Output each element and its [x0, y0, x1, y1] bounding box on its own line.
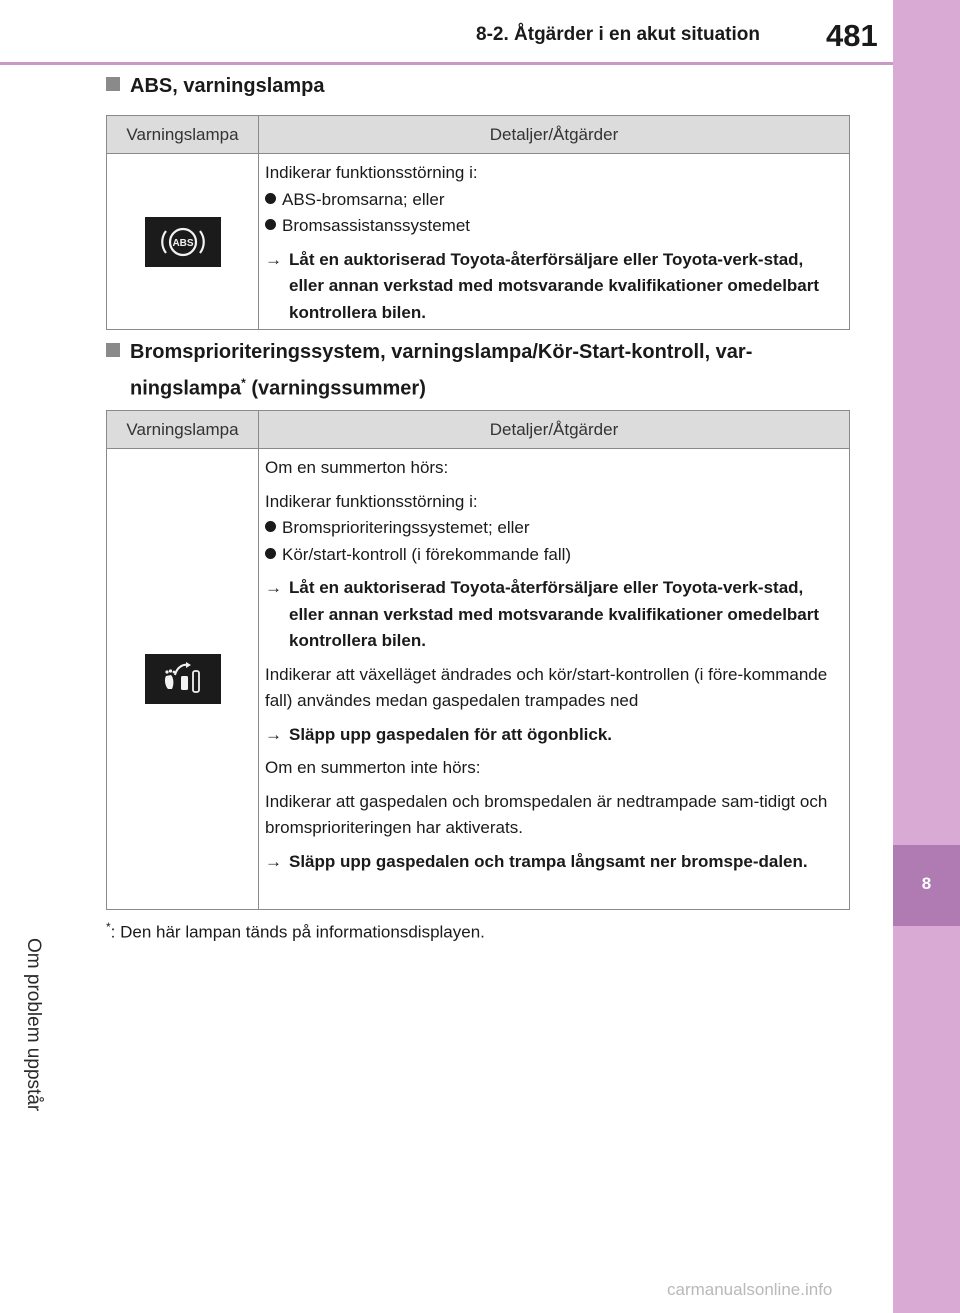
- action-instruction: → Släpp upp gaspedalen och trampa långsamt ner bromspe-dalen.: [265, 849, 841, 876]
- arrow-right-icon: →: [265, 249, 282, 269]
- chapter-number-box: [893, 845, 960, 926]
- footnote-marker: *: [241, 376, 246, 390]
- buzzer-off-heading: Om en summerton inte hörs:: [265, 758, 481, 777]
- abs-warning-table: [106, 115, 850, 330]
- section-heading-line2: ningslampa* (varningssummer): [130, 376, 426, 400]
- bullet-dot-icon: [265, 219, 276, 230]
- details-cell: [259, 154, 849, 329]
- lamp-cell: [107, 154, 259, 329]
- square-bullet-icon: [106, 77, 120, 91]
- intro-text: Indikerar funktionsstörning i:: [265, 163, 478, 182]
- list-item: Bromsassistanssystemet: [265, 213, 841, 240]
- col-header-details: Detaljer/Åtgärder: [489, 124, 619, 144]
- action-instruction: → Låt en auktoriserad Toyota-återförsäljare eller Toyota-verk-stad, eller annan verkstad med motsvarande kvalifikationer omedelbart kontrollera bilen.: [265, 247, 841, 327]
- header-rule: [0, 62, 893, 65]
- table-row: [107, 449, 849, 909]
- arrow-right-icon: →: [265, 578, 282, 597]
- list-item: ABS-bromsarna; eller: [265, 187, 841, 214]
- col-header-lamp: Varningslampa: [107, 411, 259, 448]
- col-header-details: Detaljer/Åtgärder: [489, 419, 619, 439]
- table-header-row: [107, 116, 849, 154]
- section-heading-abs: [106, 71, 325, 102]
- footnote: *: Den här lampan tänds på informationsdisplayen.: [106, 920, 485, 942]
- chapter-side-tab: [893, 0, 960, 1313]
- page-number: 481: [826, 18, 878, 53]
- arrow-right-icon: →: [265, 724, 282, 744]
- shift-condition-text: Indikerar att växelläget ändrades och kör/start-kontrollen (i före-kommande fall) användes medan gaspedalen trampades ned: [265, 664, 828, 710]
- section-heading-line1: Bromsprioriteringssystem, varningslampa/Kör-Start-kontroll, var-: [130, 341, 753, 363]
- footnote-marker: *: [106, 920, 111, 934]
- abs-warning-icon: [145, 217, 221, 267]
- chapter-title: Om problem uppstår: [23, 938, 44, 1112]
- action-instruction: → Släpp upp gaspedalen för att ögonblick.: [265, 722, 841, 749]
- watermark: carmanualsonline.info: [667, 1280, 833, 1299]
- bullet-dot-icon: [265, 548, 276, 559]
- header-section-title: 8-2. Åtgärder i en akut situation: [476, 24, 760, 45]
- chapter-number: 8: [921, 874, 932, 893]
- bullet-dot-icon: [265, 521, 276, 532]
- buzzer-on-heading: Om en summerton hörs:: [265, 458, 449, 477]
- square-bullet-icon: [106, 343, 120, 357]
- lamp-cell: [107, 449, 259, 909]
- table-row: [107, 154, 849, 329]
- section-heading-text: ABS, varningslampa: [130, 75, 325, 97]
- action-instruction: → Låt en auktoriserad Toyota-återförsäljare eller Toyota-verk-stad, eller annan verkstad med motsvarande kvalifikationer omedelbart kontrollera bilen.: [265, 575, 841, 655]
- table-header-row: [107, 411, 849, 449]
- bullet-dot-icon: [265, 193, 276, 204]
- pedals-condition-text: Indikerar att gaspedalen och bromspedalen är nedtrampade sam-tidigt och bromsprioriteringen har aktiverats.: [265, 791, 828, 837]
- list-item: Kör/start-kontroll (i förekommande fall): [265, 542, 841, 569]
- abs-icon-text: ABS: [171, 237, 194, 249]
- arrow-right-icon: →: [265, 851, 282, 871]
- intro-text: Indikerar funktionsstörning i:: [265, 491, 478, 511]
- col-header-lamp: Varningslampa: [107, 116, 259, 153]
- brake-override-warning-icon: [145, 654, 221, 704]
- brake-override-warning-table: [106, 410, 850, 910]
- list-item: Bromsprioriteringssystemet; eller: [265, 515, 841, 542]
- details-cell: [259, 449, 849, 909]
- section-heading-brake-override: [106, 337, 752, 405]
